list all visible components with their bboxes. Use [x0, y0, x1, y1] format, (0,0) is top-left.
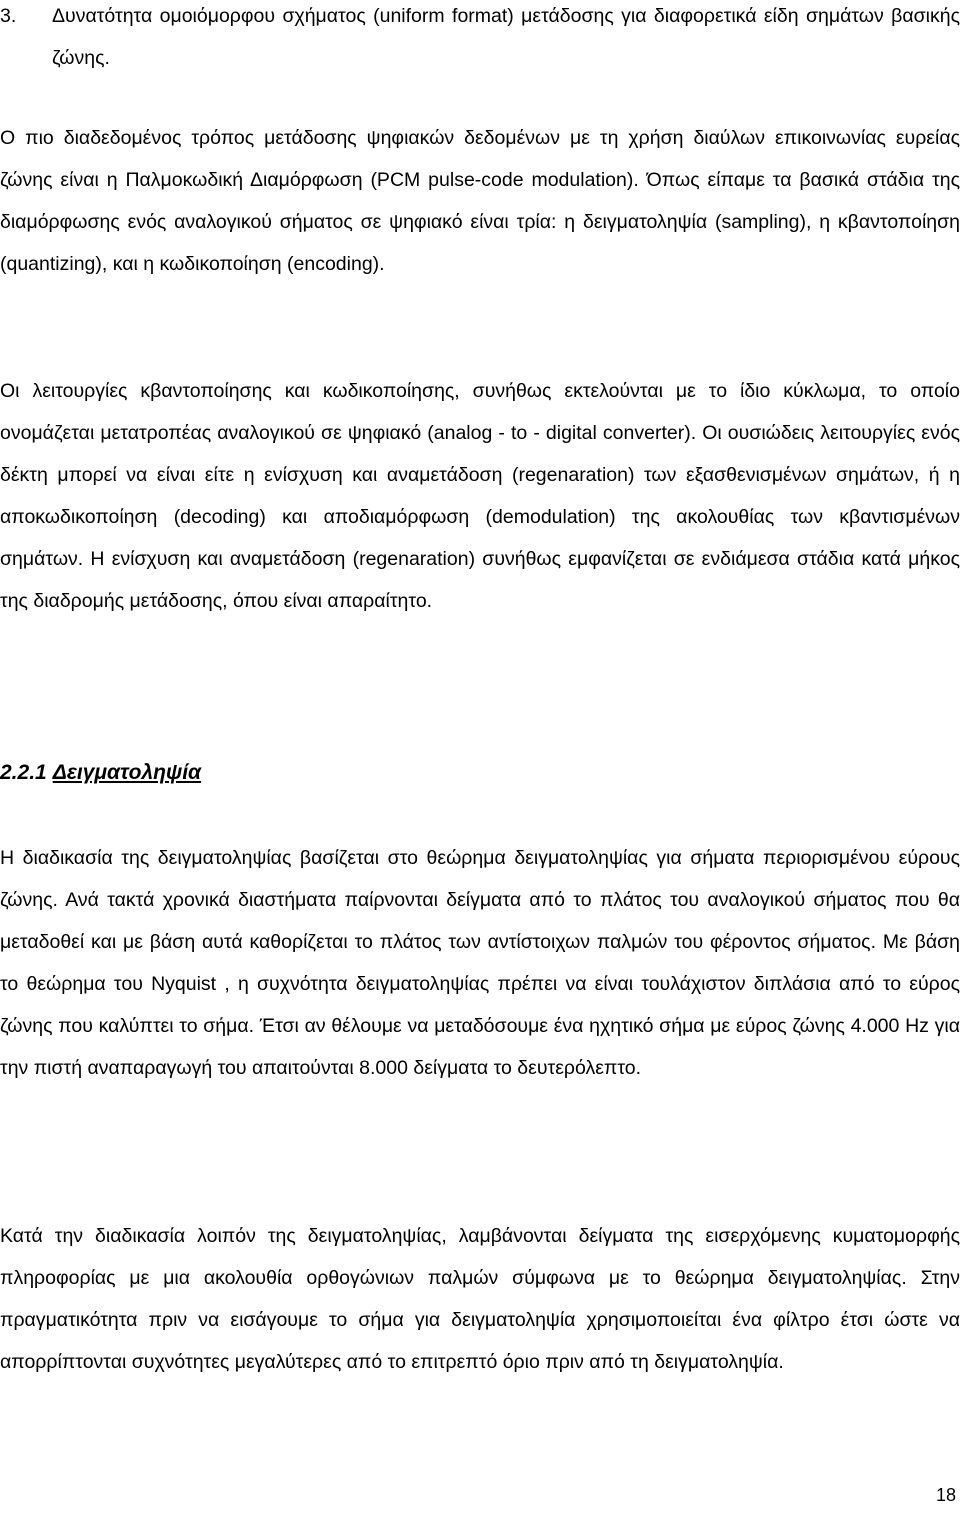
numbered-list-item — [0, 0, 960, 79]
section-heading — [0, 752, 201, 794]
paragraph-quantization-coding: Οι λειτουργίες κβαντοποίησης και κωδικοποίησης, συνήθως εκτελούνται με το ίδιο κύκλωμα, το οποίο ονομάζεται μετατροπέας αναλογικού σε ψηφιακό (analog - to - digital converter). Οι ουσιώδεις λειτουργίες ενός δέκτη μπορεί να είναι είτε η ενίσχυση και αναμετάδοση (regenaration) των εξασθενισμένων σημάτων, ή η αποκωδικοποίηση (decoding) και αποδιαμόρφωση (demodulation) της ακολουθίας των κβαντισμένων σημάτων. Η ενίσχυση και αναμετάδοση (regenaration) συνήθως εμφανίζεται σε ενδιάμεσα στάδια κατά μήκος της διαδρομής μετάδοσης, όπου είναι απαραίτητο. — [0, 380, 960, 612]
list-item-text: Δυνατότητα ομοιόμορφου σχήματος (uniform format) μετάδοσης για διαφορετικά είδη σημάτων βασικής ζώνης. — [52, 5, 960, 69]
section-number: 2.2.1 — [0, 761, 47, 784]
section-title: Δειγματοληψία — [52, 761, 202, 784]
list-item-number: 3. — [0, 5, 17, 27]
paragraph-sampling-theorem: Η διαδικασία της δειγματοληψίας βασίζεται στο θεώρημα δειγματοληψίας για σήματα περιορισμένου εύρους ζώνης. Ανά τακτά χρονικά διαστήματα παίρνονται δείγματα από το πλάτος του αναλογικού σήματος που θα μεταδοθεί και με βάση αυτά καθορίζεται το πλάτος των αντίστοιχων παλμών του φέροντος σήματος. Με βάση το θεώρημα του Nyquist , η συχνότητα δειγματοληψίας πρέπει να είναι τουλάχιστον διπλάσια από το εύρος ζώνης που καλύπτει το σήμα. Έτσι αν θέλουμε να μεταδόσουμε ένα ηχητικό σήμα με εύρος ζώνης 4.000 Hz για την πιστή αναπαραγωγή του απαιτούνται 8.000 δείγματα το δευτερόλεπτο. — [0, 847, 960, 1079]
paragraph-pcm-intro: Ο πιο διαδεδομένος τρόπος μετάδοσης ψηφιακών δεδομένων με τη χρήση διαύλων επικοινωνίας ευρείας ζώνης είναι η Παλμοκωδική Διαμόρφωση (PCM pulse-code modulation). Όπως είπαμε τα βασικά στάδια της διαμόρφωσης ενός αναλογικού σήματος σε ψηφιακό είναι τρία: η δειγματοληψία (sampling), η κβαντοποίηση (quantizing), και η κωδικοποίηση (encoding). — [0, 127, 960, 275]
page-number: 18 — [935, 1485, 956, 1505]
paragraph-sampling-process: Κατά την διαδικασία λοιπόν της δειγματοληψίας, λαμβάνονται δείγματα της εισερχόμενης κυματομορφής πληροφορίας με μια ακολουθία ορθογώνιων παλμών σύμφωνα με το θεώρημα δειγματοληψίας. Στην πραγματικότητα πριν να εισάγουμε το σήμα για δειγματοληψία χρησιμοποιείται ένα φίλτρο έτσι ώστε να απορρίπτονται συχνότητες μεγαλύτερες από το επιτρεπτό όριο πριν από τη δειγματοληψία. — [0, 1225, 960, 1373]
